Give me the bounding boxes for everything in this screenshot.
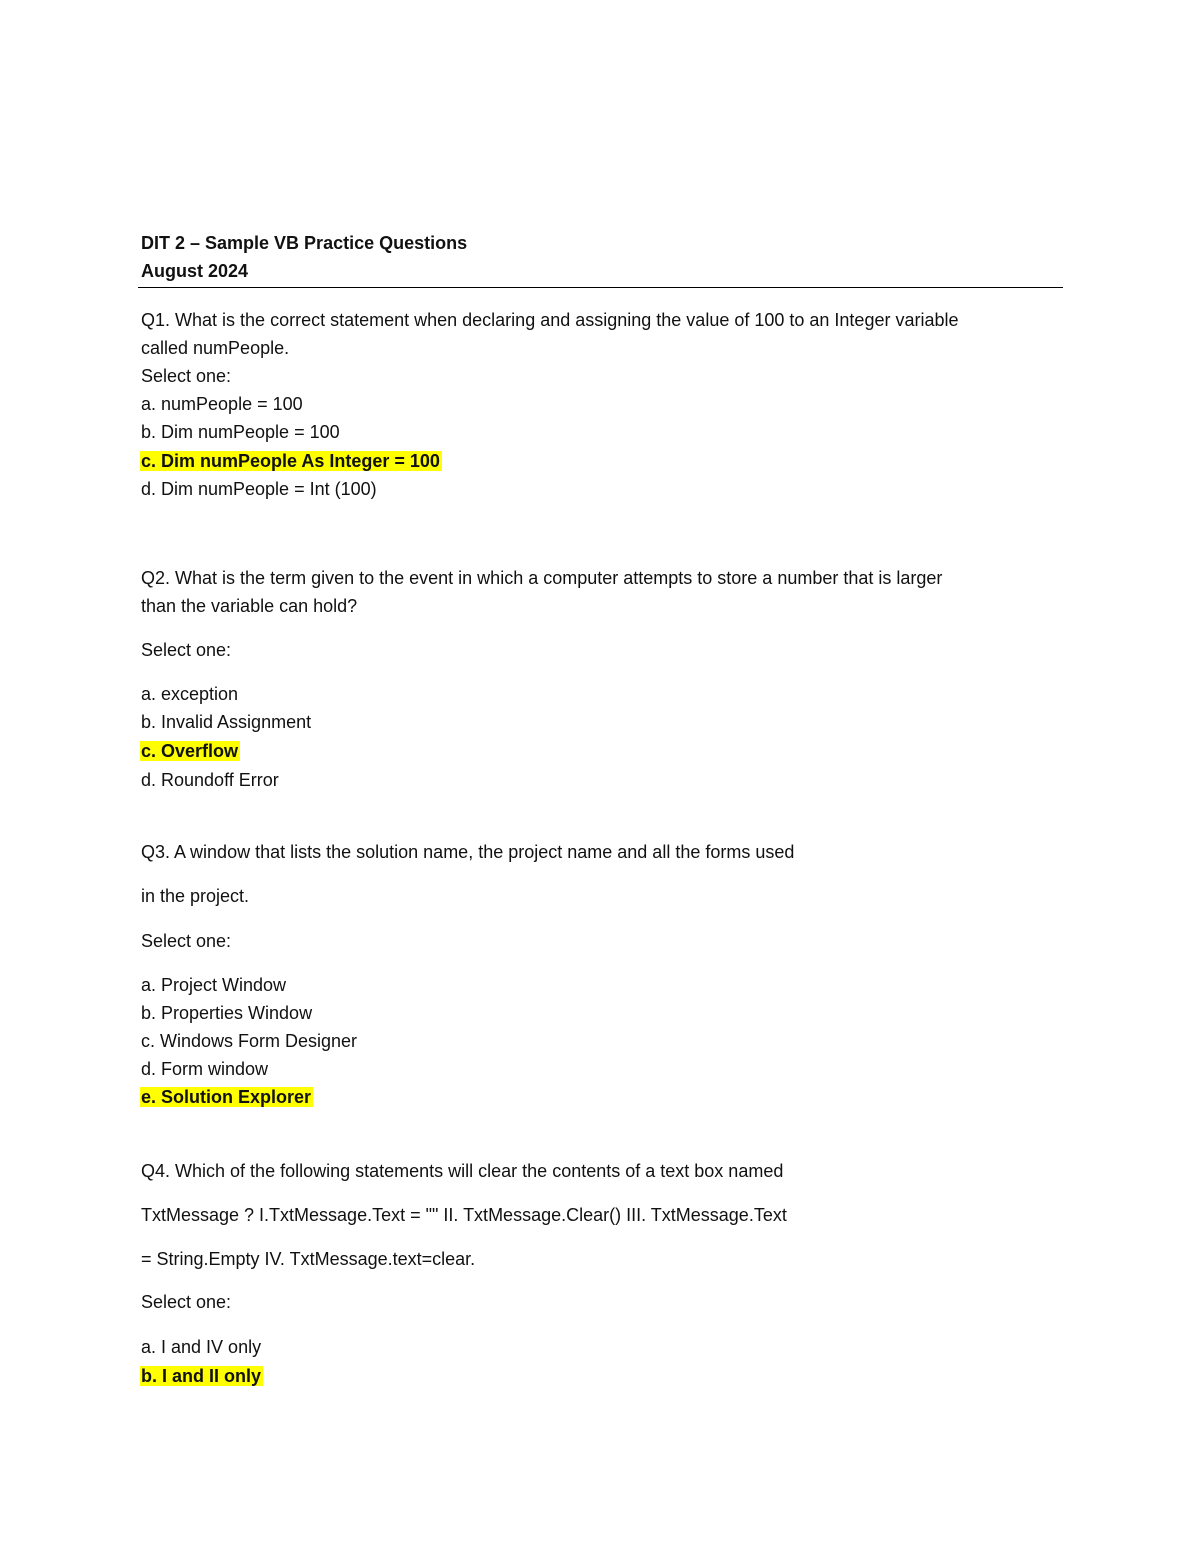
q4-option-b (141, 1364, 263, 1388)
q3-text-line-2: in the project. (141, 886, 250, 906)
header-divider (138, 287, 1063, 288)
q3-option-c: c. Windows Form Designer (141, 1031, 358, 1051)
q2-option-c (141, 739, 240, 763)
q3-option-e (141, 1085, 313, 1109)
q1-number: Q1. (141, 310, 171, 330)
q4-option-a: a. I and IV only (141, 1337, 262, 1357)
document-title: DIT 2 – Sample VB Practice Questions (141, 233, 468, 253)
q1-option-b: b. Dim numPeople = 100 (141, 422, 340, 442)
q1-option-a: a. numPeople = 100 (141, 394, 303, 414)
document-date: August 2024 (141, 261, 249, 281)
q4-number: Q4. (141, 1161, 171, 1181)
q2-number: Q2. (141, 568, 171, 588)
q1-answer-highlight: c. Dim numPeople As Integer = 100 (141, 451, 440, 471)
q3-text-line-1: Q3. A window that lists the solution name, the project name and all the forms used (141, 842, 795, 862)
q1-prompt: Select one: (141, 366, 232, 386)
q2-text-line-1: Q2. What is the term given to the event in which a computer attempts to store a number that is larger (141, 568, 943, 588)
q1-option-d: d. Dim numPeople = Int (100) (141, 479, 377, 499)
q2-option-b: b. Invalid Assignment (141, 712, 312, 732)
q4-prompt: Select one: (141, 1292, 232, 1312)
q3-number: Q3. (141, 842, 171, 862)
q2-option-d: d. Roundoff Error (141, 770, 279, 790)
q3-prompt: Select one: (141, 931, 232, 951)
q3-option-b: b. Properties Window (141, 1003, 313, 1023)
q4-text-line-3: = String.Empty IV. TxtMessage.text=clear. (141, 1249, 476, 1269)
q2-text-line-2: than the variable can hold? (141, 596, 358, 616)
q4-text-line-2: TxtMessage ? I.TxtMessage.Text = "" II. TxtMessage.Clear() III. TxtMessage.Text (141, 1205, 787, 1225)
q2-option-a: a. exception (141, 684, 239, 704)
q4-answer-highlight: b. I and II only (141, 1366, 262, 1386)
q3-option-a: a. Project Window (141, 975, 287, 995)
q2-answer-highlight: c. Overflow (141, 741, 239, 761)
q1-text-line-1: Q1. What is the correct statement when declaring and assigning the value of 100 to an Integer variable (141, 310, 959, 330)
q4-text-line-1: Q4. Which of the following statements will clear the contents of a text box named (141, 1161, 784, 1181)
q2-prompt: Select one: (141, 640, 232, 660)
q1-text-line-2: called numPeople. (141, 338, 290, 358)
q3-option-d: d. Form window (141, 1059, 269, 1079)
q1-option-c (141, 449, 442, 473)
q3-answer-highlight: e. Solution Explorer (141, 1087, 312, 1107)
